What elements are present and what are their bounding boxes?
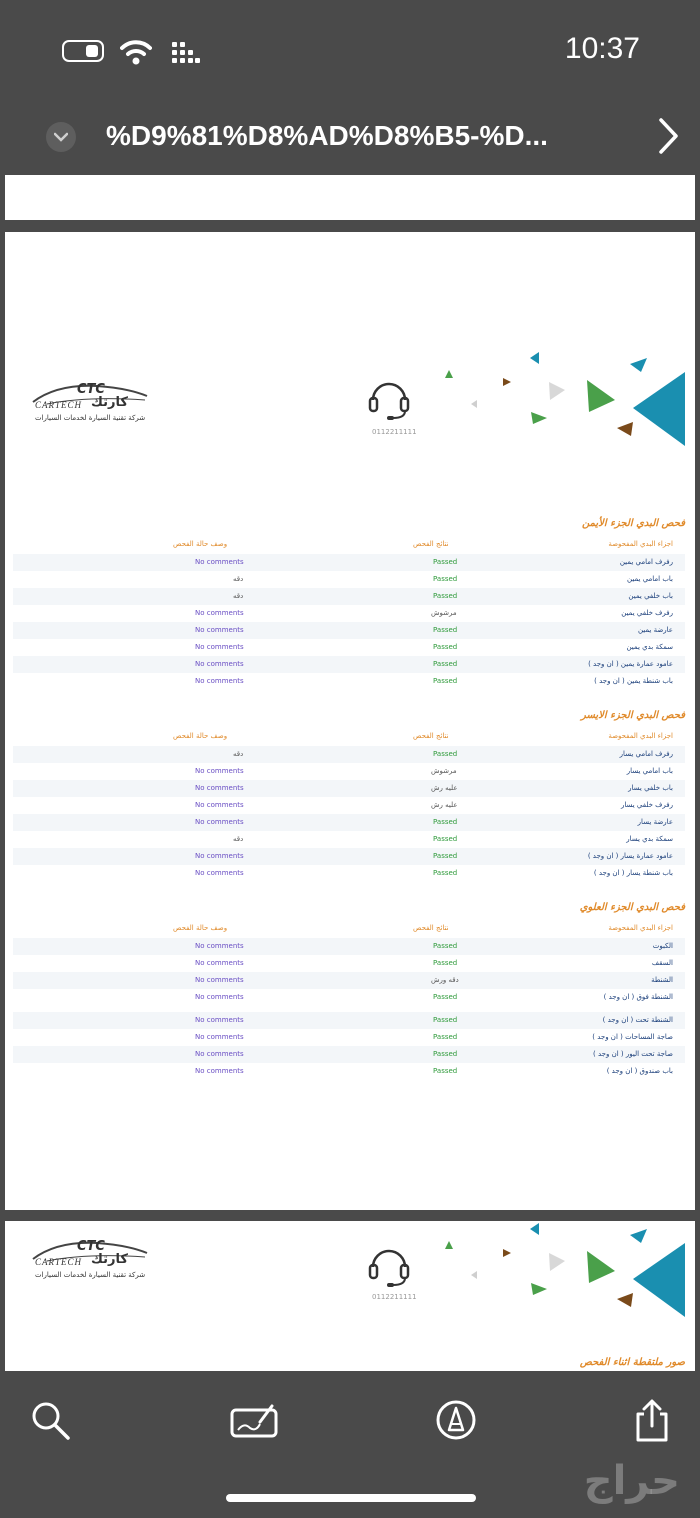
search-icon[interactable] bbox=[28, 1398, 72, 1442]
part-name: صاجة تحت اليور ( ان وجد ) bbox=[593, 1050, 673, 1058]
table-row bbox=[13, 639, 685, 656]
table-row bbox=[13, 1046, 685, 1063]
inspection-result: Passed bbox=[433, 643, 458, 651]
part-name: باب شنطة يمين ( ان وجد ) bbox=[594, 677, 673, 685]
inspection-result: Passed bbox=[433, 818, 458, 826]
inspection-comment: No comments bbox=[195, 767, 244, 775]
battery-icon bbox=[62, 40, 104, 62]
headset-icon bbox=[365, 374, 413, 422]
part-name: باب امامي يسار bbox=[626, 767, 673, 775]
part-name: رفرف خلفي يسار bbox=[620, 801, 673, 809]
part-name: صاجة المساحات ( ان وجد ) bbox=[592, 1033, 673, 1041]
inspection-comment: No comments bbox=[195, 609, 244, 617]
inspection-comment: No comments bbox=[195, 852, 244, 860]
table-row bbox=[13, 1012, 685, 1029]
inspection-comment: No comments bbox=[195, 558, 244, 566]
table-row bbox=[13, 656, 685, 673]
part-name: الشنطة تحت ( ان وجد ) bbox=[602, 1016, 673, 1024]
table-row bbox=[13, 588, 685, 605]
table-row bbox=[13, 831, 685, 848]
inspection-result: مرشوش bbox=[431, 767, 457, 775]
table-row bbox=[13, 605, 685, 622]
table-row bbox=[13, 746, 685, 763]
phone-number: 0112211111 bbox=[372, 1293, 417, 1301]
inspection-result: Passed bbox=[433, 660, 458, 668]
decorative-triangles bbox=[435, 1221, 695, 1331]
inspection-result: Passed bbox=[433, 835, 458, 843]
table-row bbox=[13, 622, 685, 639]
part-name: سمكة بدي يمين bbox=[626, 643, 673, 651]
section-title: فحص البدي الجزء الأيمن bbox=[581, 518, 685, 529]
chevron-down-icon bbox=[54, 131, 68, 143]
inspection-comment: No comments bbox=[195, 976, 244, 984]
cellular-grid-icon bbox=[172, 42, 200, 64]
inspection-comment: دقه bbox=[233, 750, 244, 758]
section-title: صور ملتقطة اثناء الفحص bbox=[579, 1357, 685, 1368]
table-row bbox=[13, 554, 685, 571]
table-row bbox=[13, 673, 685, 690]
next-pdf-page bbox=[5, 1221, 695, 1371]
part-name: عارضة يمين bbox=[637, 626, 673, 634]
inspection-comment: دقه bbox=[233, 835, 244, 843]
inspection-comment: No comments bbox=[195, 626, 244, 634]
inspection-result: Passed bbox=[433, 592, 458, 600]
inspection-comment: No comments bbox=[195, 784, 244, 792]
inspection-comment: No comments bbox=[195, 942, 244, 950]
inspection-result: Passed bbox=[433, 942, 458, 950]
inspection-comment: No comments bbox=[195, 643, 244, 651]
inspection-result: Passed bbox=[433, 852, 458, 860]
section-title: فحص البدي الجزء العلوي bbox=[579, 902, 685, 913]
inspection-comment: No comments bbox=[195, 959, 244, 967]
status-bar bbox=[0, 0, 700, 100]
inspection-comment: No comments bbox=[195, 677, 244, 685]
part-name: رفرف خلفي يمين bbox=[621, 609, 673, 617]
table-row bbox=[13, 797, 685, 814]
part-name: الكبوت bbox=[652, 942, 673, 950]
share-icon[interactable] bbox=[630, 1398, 674, 1442]
inspection-result: Passed bbox=[433, 677, 458, 685]
part-name: عامود عمارة يسار ( ان وجد ) bbox=[587, 852, 673, 860]
inspection-result: Passed bbox=[433, 626, 458, 634]
document-title: %D9%81%D8%AD%D8%B5-%D... bbox=[106, 120, 548, 151]
inspection-result: Passed bbox=[433, 575, 458, 583]
chevron-down-button[interactable] bbox=[46, 122, 76, 152]
part-name: الشنطة فوق ( ان وجد ) bbox=[603, 993, 673, 1001]
inspection-result: Passed bbox=[433, 750, 458, 758]
table-row bbox=[13, 955, 685, 972]
table-row bbox=[13, 938, 685, 955]
haraj-watermark: حراج bbox=[583, 1458, 680, 1504]
table-row bbox=[13, 763, 685, 780]
inspection-result: Passed bbox=[433, 869, 458, 877]
home-indicator[interactable] bbox=[226, 1494, 476, 1502]
table-header: اجزاء البدي المفحوصة نتائج الفحص وصف حالة الفحص bbox=[173, 924, 673, 932]
inspection-result: دقه ورش bbox=[431, 976, 459, 984]
inspection-result: Passed bbox=[433, 1067, 458, 1075]
part-name: سمكة بدي يسار bbox=[626, 835, 673, 843]
table-row bbox=[13, 848, 685, 865]
chevron-right-icon[interactable] bbox=[656, 116, 682, 156]
table-row bbox=[13, 865, 685, 882]
table-row bbox=[13, 989, 685, 1006]
table-row bbox=[13, 1063, 685, 1080]
section-title: فحص البدي الجزء الايسر bbox=[580, 710, 685, 721]
inspection-comment: دقه bbox=[233, 575, 244, 583]
part-name: باب صندوق ( ان وجد ) bbox=[606, 1067, 673, 1075]
inspection-comment: دقه bbox=[233, 592, 244, 600]
inspection-result: عليه رش bbox=[431, 784, 458, 792]
inspection-comment: No comments bbox=[195, 993, 244, 1001]
cartech-logo: CTC كارتك CARTECH شركة تقنية السيارة لخدمات السيارات bbox=[35, 382, 146, 422]
part-name: باب خلفي يمين bbox=[628, 592, 673, 600]
inspection-result: Passed bbox=[433, 558, 458, 566]
inspection-comment: No comments bbox=[195, 1016, 244, 1024]
part-name: الشنطة bbox=[651, 976, 673, 984]
document-nav-bar bbox=[0, 100, 700, 172]
table-row bbox=[13, 972, 685, 989]
cartech-logo: CTC كارتك CARTECH شركة تقنية السيارة لخدمات السيارات bbox=[35, 1239, 146, 1279]
inspection-comment: No comments bbox=[195, 801, 244, 809]
part-name: باب امامي يمين bbox=[627, 575, 673, 583]
table-row bbox=[13, 814, 685, 831]
phone-number: 0112211111 bbox=[372, 428, 417, 436]
inspection-result: Passed bbox=[433, 1050, 458, 1058]
inspection-comment: No comments bbox=[195, 1067, 244, 1075]
status-time: 10:37 bbox=[564, 32, 640, 65]
wifi-icon bbox=[120, 38, 152, 66]
table-header: اجزاء البدي المفحوصة نتائج الفحص وصف حالة الفحص bbox=[173, 732, 673, 740]
inspection-comment: No comments bbox=[195, 869, 244, 877]
markup-pen-icon[interactable] bbox=[434, 1398, 478, 1442]
part-name: السقف bbox=[651, 959, 673, 967]
part-name: عامود عمارة يمين ( ان وجد ) bbox=[588, 660, 673, 668]
inspection-result: مرشوش bbox=[431, 609, 457, 617]
inspection-result: Passed bbox=[433, 993, 458, 1001]
bottom-toolbar bbox=[0, 1372, 700, 1518]
table-row bbox=[13, 780, 685, 797]
inspection-result: عليه رش bbox=[431, 801, 458, 809]
inspection-result: Passed bbox=[433, 1016, 458, 1024]
part-name: رفرف امامي يمين bbox=[619, 558, 673, 566]
headset-icon bbox=[365, 1241, 413, 1289]
part-name: باب شنطة يسار ( ان وجد ) bbox=[593, 869, 673, 877]
part-name: باب خلفي يسار bbox=[628, 784, 673, 792]
decorative-triangles bbox=[435, 350, 695, 460]
inspection-comment: No comments bbox=[195, 660, 244, 668]
part-name: عارضة يسار bbox=[637, 818, 673, 826]
table-row bbox=[13, 1029, 685, 1046]
inspection-comment: No comments bbox=[195, 1050, 244, 1058]
inspection-result: Passed bbox=[433, 959, 458, 967]
table-row bbox=[13, 571, 685, 588]
pdf-page bbox=[5, 232, 695, 1210]
part-name: رفرف امامي يسار bbox=[619, 750, 673, 758]
previous-page bbox=[5, 175, 695, 220]
table-header: اجزاء البدي المفحوصة نتائج الفحص وصف حالة الفحص bbox=[173, 540, 673, 548]
inspection-comment: No comments bbox=[195, 1033, 244, 1041]
markup-signature-icon[interactable] bbox=[230, 1398, 278, 1442]
inspection-result: Passed bbox=[433, 1033, 458, 1041]
inspection-comment: No comments bbox=[195, 818, 244, 826]
